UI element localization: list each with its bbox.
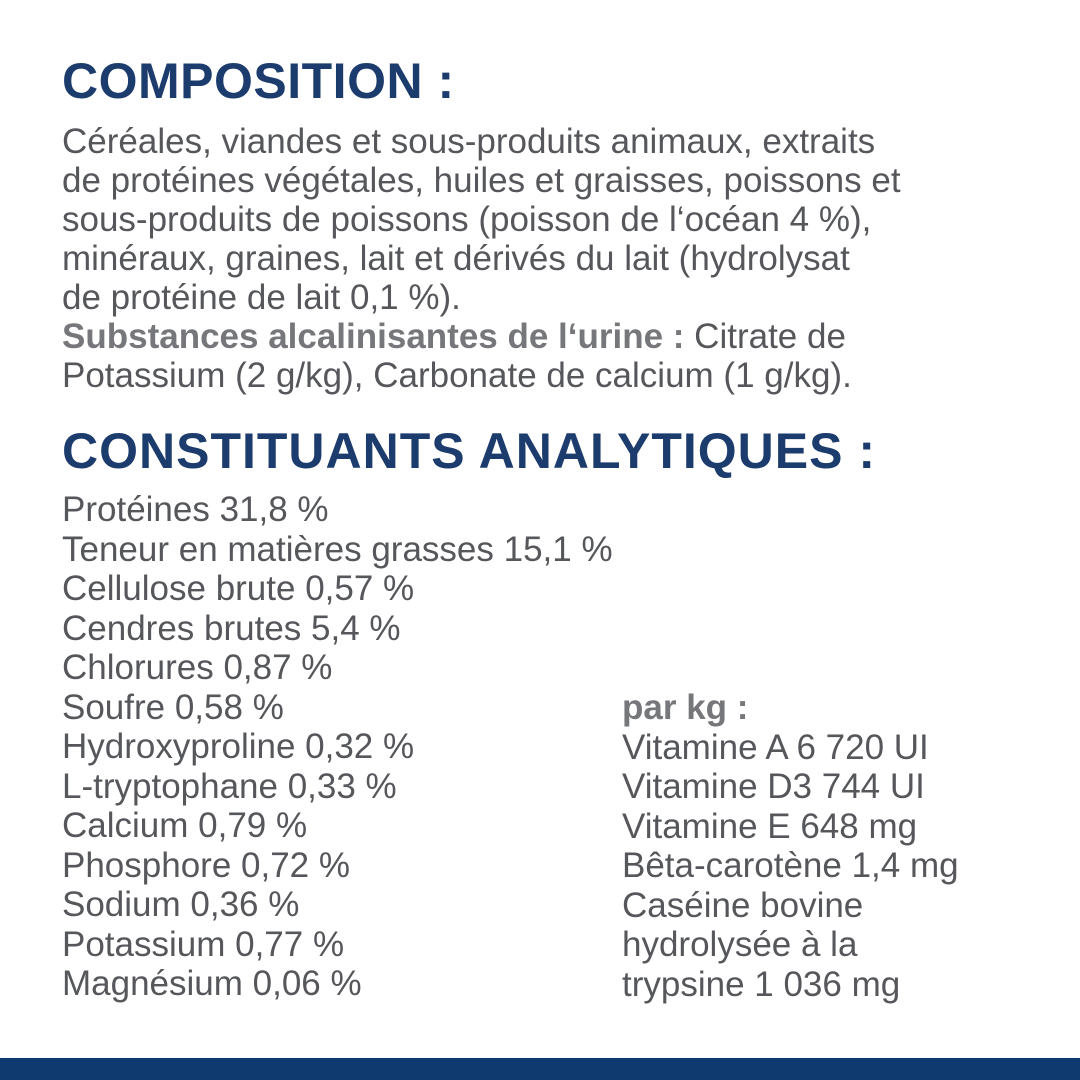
analytical-item: Chlorures 0,87 % [62,648,333,687]
urine-substances-label: Substances alcalinisantes de l‘urine : [62,317,685,356]
urine-substances-rest: Citrate de [684,317,846,356]
ingredients-line: Céréales, viandes et sous-produits animaux, extraits [62,122,876,161]
per-kg-item: Caséine bovine [622,885,864,925]
ingredients-line: minéraux, graines, lait et dérivés du lait (hydrolysat [62,239,850,278]
analytical-item: Sodium 0,36 % [62,885,300,924]
analytical-item: Hydroxyproline 0,32 % [62,727,415,766]
per-kg-item: Vitamine E 648 mg [622,806,918,846]
analytical-item: Calcium 0,79 % [62,806,308,845]
per-kg-item: Vitamine D3 744 UI [622,767,925,806]
per-kg-list [622,728,959,1005]
analytical-item: Cellulose brute 0,57 % [62,569,415,608]
per-kg-item: Bêta-carotène 1,4 mg [622,846,959,885]
composition-ingredients-text [62,122,901,395]
analytical-item: Cendres brutes 5,4 % [62,608,401,648]
composition-heading: COMPOSITION : [62,53,455,109]
analytical-constituents-list [62,490,613,1004]
analytical-item: Soufre 0,58 % [62,687,284,727]
bottom-accent-bar [0,1058,1080,1080]
analytical-item: Teneur en matières grasses 15,1 % [62,529,613,569]
per-kg-item: hydrolysée à la [622,925,858,964]
per-kg-item: trypsine 1 036 mg [622,964,901,1004]
per-kg-label: par kg : [622,688,749,727]
ingredients-line: de protéines végétales, huiles et graisses, poissons et [62,161,901,200]
urine-substances-line [62,317,901,356]
analytical-item: Protéines 31,8 % [62,490,329,529]
per-kg-column [622,688,959,1004]
analytical-item: Potassium 0,77 % [62,924,345,964]
analytical-item: L-tryptophane 0,33 % [62,766,397,806]
analytical-item: Phosphore 0,72 % [62,845,350,885]
per-kg-item: Vitamine A 6 720 UI [622,727,929,767]
urine-substances-line2: Potassium (2 g/kg), Carbonate de calcium (1 g/kg). [62,356,852,395]
ingredients-line: sous-produits de poissons (poisson de l‘océan 4 %), [62,200,872,239]
ingredients-lines [62,122,901,317]
ingredients-line: de protéine de lait 0,1 %). [62,278,461,317]
analytical-item: Magnésium 0,06 % [62,964,362,1003]
analytical-constituents-heading: CONSTITUANTS ANALYTIQUES : [62,423,876,479]
